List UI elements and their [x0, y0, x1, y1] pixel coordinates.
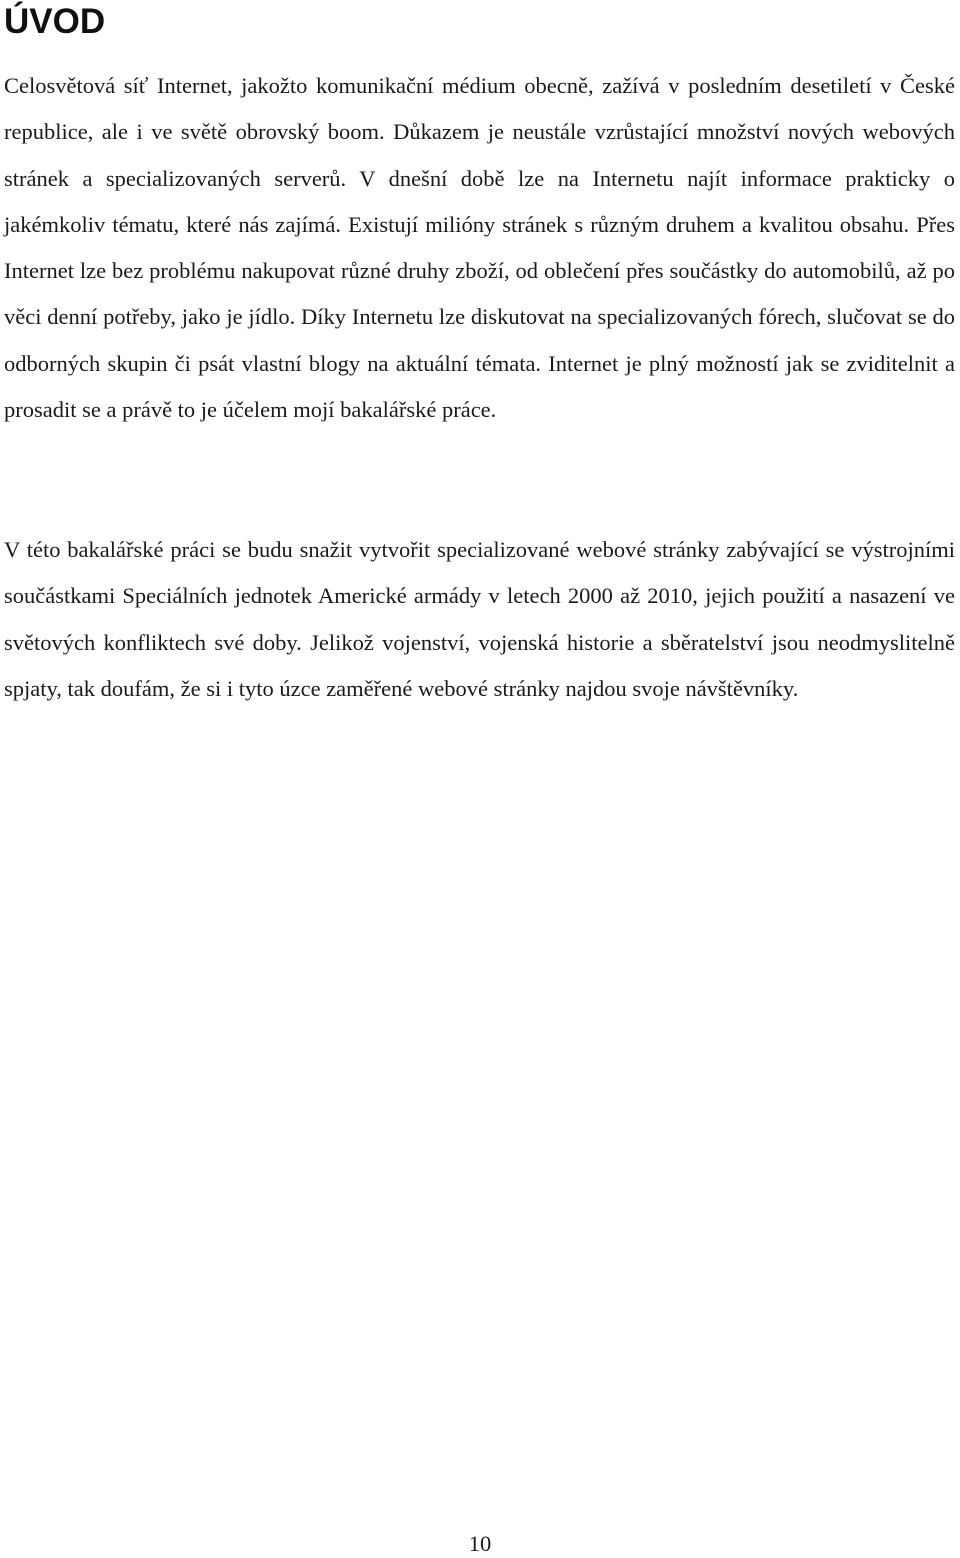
page-number: 10	[468, 1531, 492, 1556]
body-paragraph-1: Celosvětová síť Internet, jakožto komunikační médium obecně, zažívá v posledním desetiletí v České republice, ale i ve světě obrovský boom. Důkazem je neustále vzrůstající množství nových webových stránek a specializovaných serverů. V dnešní době lze na Internetu najít informace prakticky o jakémkoliv tématu, které nás zajímá. Existují milióny stránek s různým druhem a kvalitou obsahu. Přes Internet lze bez problému nakupovat různé druhy zboží, od oblečení přes součástky do automobilů, až po věci denní potřeby, jako je jídlo. Díky Internetu lze diskutovat na specializovaných fórech, slučovat se do odborných skupin či psát vlastní blogy na aktuální témata. Internet je plný možností jak se zviditelnit a prosadit se a právě to je účelem mojí bakalářské práce.	[4, 73, 955, 423]
section-heading: ÚVOD	[4, 2, 106, 41]
body-paragraph-2: V této bakalářské práci se budu snažit vytvořit specializované webové stránky zabývající se výstrojními součástkami Speciálních jednotek Americké armády v letech 2000 až 2010, jejich použití a nasazení ve světových konfliktech své doby. Jelikož vojenství, vojenská historie a sběratelství jsou neodmyslitelně spjaty, tak doufám, že si i tyto úzce zaměřené webové stránky najdou svoje návštěvníky.	[4, 537, 955, 701]
